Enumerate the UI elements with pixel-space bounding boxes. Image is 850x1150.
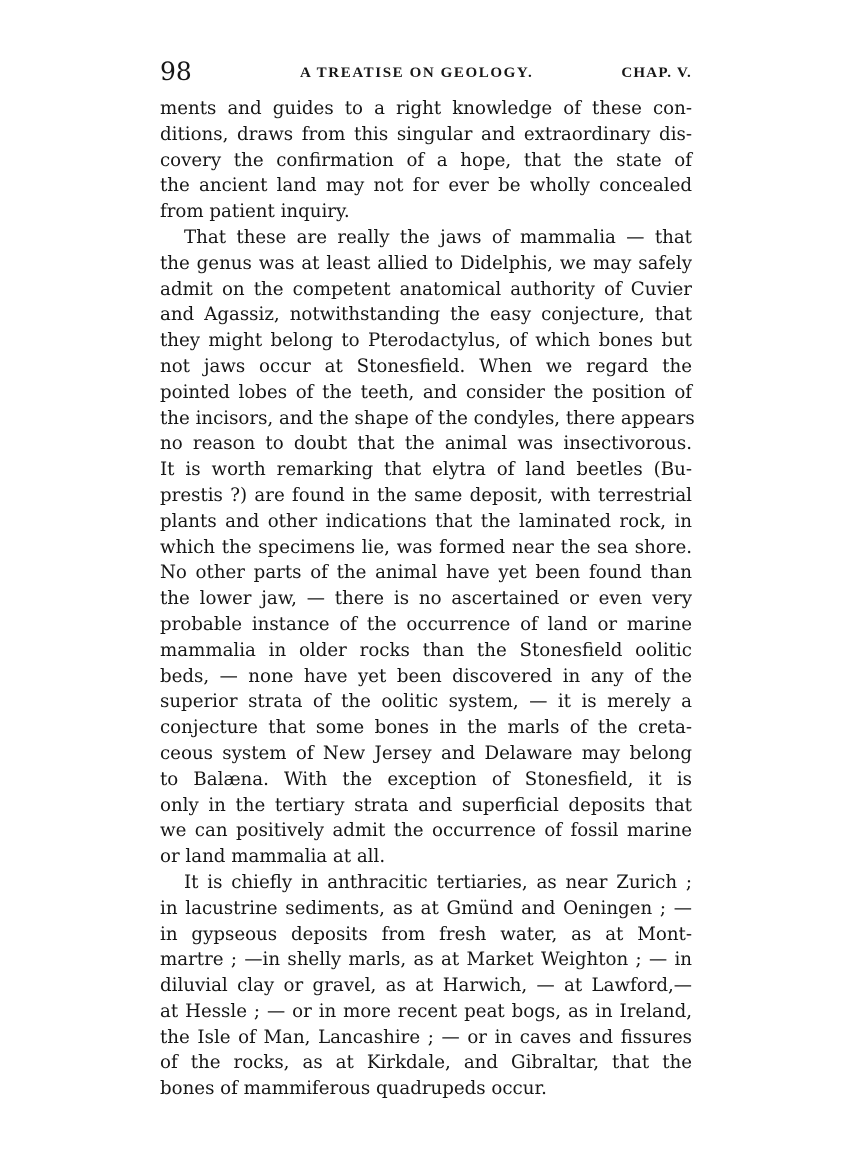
text-line: the lower jaw, — there is no ascertained or even very (160, 588, 692, 610)
text-line: they might belong to Pterodactylus, of which bones but (160, 330, 692, 352)
text-line: to Balæna. With the exception of Stonesfield, it is (160, 768, 692, 790)
paragraph-3 (160, 870, 692, 1102)
text-line: It is chiefly in anthracitic tertiaries, as near Zurich ; (184, 871, 692, 893)
text-line: not jaws occur at Stonesfield. When we regard the (160, 355, 692, 377)
text-line: the incisors, and the shape of the condyles, there appears (160, 407, 695, 429)
text-line: admit on the competent anatomical authority of Cuvier (160, 278, 692, 300)
text-line: covery the confirmation of a hope, that the state of (160, 149, 692, 171)
text-line: the ancient land may not for ever be wholly concealed (160, 175, 692, 197)
text-line: and Agassiz, notwithstanding the easy conjecture, that (160, 304, 692, 326)
page-number: 98 (160, 57, 192, 86)
text-line: ditions, draws from this singular and extraordinary dis- (160, 123, 692, 145)
text-line: ments and guides to a right knowledge of these con- (160, 98, 692, 119)
text-line: in lacustrine sediments, as at Gmünd and Oeningen ; — (160, 897, 692, 919)
text-line: prestis ?) are found in the same deposit, with terrestrial (160, 484, 692, 506)
text-line: No other parts of the animal have yet been found than (160, 562, 692, 584)
text-line: or land mammalia at all. (160, 846, 386, 868)
text-line: no reason to doubt that the animal was insectivorous. (160, 433, 692, 455)
text-line: superior strata of the oolitic system, — it is merely a (160, 691, 692, 713)
chapter-label: CHAP. V. (621, 65, 692, 81)
text-line: the genus was at least allied to Didelphis, we may safely (160, 252, 692, 274)
text-line: from patient inquiry. (160, 201, 350, 223)
text-line: That these are really the jaws of mammalia — that (184, 226, 692, 248)
running-head (160, 56, 692, 88)
text-line: in gypseous deposits from fresh water, as at Mont- (160, 923, 692, 945)
text-line: martre ; —in shelly marls, as at Market Weighton ; — in (160, 949, 692, 971)
text-line: which the specimens lie, was formed near the sea shore. (160, 536, 692, 558)
text-line: It is worth remarking that elytra of land beetles (Bu- (160, 459, 692, 481)
text-line: bones of mammiferous quadrupeds occur. (160, 1078, 547, 1100)
text-line: diluvial clay or gravel, as at Harwich, — at Lawford,— (160, 975, 692, 997)
running-title: A TREATISE ON GEOLOGY. (300, 65, 534, 81)
paragraph-1 (160, 96, 692, 225)
body-text (160, 96, 695, 1102)
text-line: we can positively admit the occurrence of fossil marine (160, 820, 692, 842)
text-line: mammalia in older rocks than the Stonesfield oolitic (160, 639, 692, 661)
paragraph-2 (160, 225, 695, 870)
text-line: ceous system of New Jersey and Delaware may belong (160, 742, 692, 764)
text-line: pointed lobes of the teeth, and consider the position of (160, 381, 692, 403)
text-line: beds, — none have yet been discovered in any of the (160, 665, 692, 687)
text-line: probable instance of the occurrence of land or marine (160, 613, 692, 635)
text-line: conjecture that some bones in the marls of the creta- (160, 717, 692, 739)
text-line: the Isle of Man, Lancashire ; — or in caves and fissures (160, 1026, 692, 1048)
text-line: plants and other indications that the laminated rock, in (160, 510, 692, 532)
text-line: of the rocks, as at Kirkdale, and Gibraltar, that the (160, 1052, 692, 1074)
text-line: only in the tertiary strata and superficial deposits that (160, 794, 692, 816)
text-line: at Hessle ; — or in more recent peat bogs, as in Ireland, (160, 1000, 692, 1022)
